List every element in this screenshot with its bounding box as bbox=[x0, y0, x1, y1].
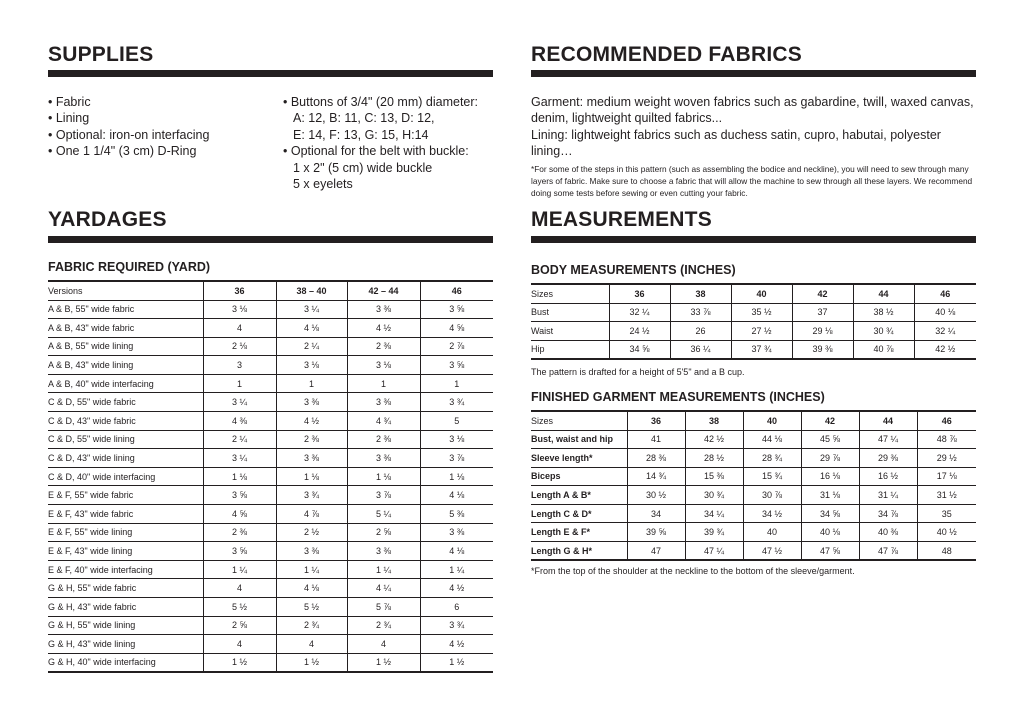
value-cell: 5 ½ bbox=[276, 598, 347, 617]
value-cell: 1 ¼ bbox=[276, 560, 347, 579]
supplies-item-detail: 1 x 2" (5 cm) wide buckle bbox=[293, 160, 433, 175]
value-cell: 40 ⅞ bbox=[853, 340, 914, 359]
value-cell: 26 bbox=[670, 322, 731, 341]
row-label-cell: A & B, 40" wide interfacing bbox=[48, 374, 203, 393]
value-cell: 16 ½ bbox=[859, 467, 917, 486]
value-cell: 4 ⅞ bbox=[276, 505, 347, 524]
value-cell: 1 ½ bbox=[276, 653, 347, 672]
row-label-cell: Length G & H* bbox=[531, 542, 627, 561]
supplies-list-left bbox=[48, 94, 209, 160]
value-cell: 3 ¼ bbox=[276, 300, 347, 319]
table-row bbox=[48, 430, 493, 449]
table-row bbox=[48, 467, 493, 486]
value-cell: 4 ⅛ bbox=[276, 579, 347, 598]
row-label-cell: Hip bbox=[531, 340, 609, 359]
value-cell: 6 bbox=[420, 598, 493, 617]
value-cell: 1 ⅛ bbox=[203, 467, 276, 486]
row-label-cell: Sleeve length* bbox=[531, 449, 627, 468]
value-cell: 47 ¼ bbox=[685, 542, 743, 561]
value-cell: 1 ¼ bbox=[420, 560, 493, 579]
value-cell: 4 ⅝ bbox=[420, 319, 493, 338]
value-cell: 47 ⅝ bbox=[801, 542, 859, 561]
table-row bbox=[48, 374, 493, 393]
value-cell: 35 ½ bbox=[731, 303, 792, 322]
value-cell: 1 ¼ bbox=[203, 560, 276, 579]
value-cell: 3 ⅜ bbox=[347, 449, 420, 468]
value-cell: 2 ⅝ bbox=[347, 523, 420, 542]
table-row bbox=[531, 303, 976, 322]
value-cell: 4 ⅛ bbox=[420, 542, 493, 561]
value-cell: 40 ½ bbox=[917, 523, 976, 542]
value-cell: 3 ⅜ bbox=[420, 523, 493, 542]
row-label-cell: G & H, 43" wide fabric bbox=[48, 598, 203, 617]
value-cell: 5 bbox=[420, 412, 493, 431]
header-cell: 36 bbox=[203, 282, 276, 300]
supplies-list-right bbox=[283, 94, 478, 192]
value-cell: 34 bbox=[627, 504, 685, 523]
table-row bbox=[48, 505, 493, 524]
value-cell: 29 ⅜ bbox=[859, 449, 917, 468]
fabrics-note: *For some of the steps in this pattern (such as assembling the bodice and neckline), you will need to sew through many layers of fabric. Make sure to choose a fabric that will allow the machine to sew through all these layers. We recommend doing some tests before sewing or even cutting your fabric. bbox=[531, 164, 973, 199]
value-cell: 47 bbox=[627, 542, 685, 561]
table-row bbox=[48, 579, 493, 598]
fabric-required-subtitle: FABRIC REQUIRED (YARD) bbox=[48, 260, 211, 274]
value-cell: 3 ⅝ bbox=[420, 356, 493, 375]
table-row bbox=[531, 504, 976, 523]
header-cell: 46 bbox=[420, 282, 493, 300]
value-cell: 3 ¾ bbox=[420, 393, 493, 412]
value-cell: 3 ⅞ bbox=[420, 449, 493, 468]
value-cell: 3 bbox=[203, 356, 276, 375]
value-cell: 37 ¾ bbox=[731, 340, 792, 359]
header-cell: 36 bbox=[627, 412, 685, 430]
table-row bbox=[48, 616, 493, 635]
supplies-item bbox=[283, 143, 478, 192]
value-cell: 16 ⅛ bbox=[801, 467, 859, 486]
row-label-cell: Bust, waist and hip bbox=[531, 430, 627, 449]
value-cell: 1 ¼ bbox=[347, 560, 420, 579]
table-row bbox=[531, 467, 976, 486]
body-measurements-table bbox=[531, 285, 976, 360]
body-measurements-subtitle: BODY MEASUREMENTS (INCHES) bbox=[531, 263, 736, 277]
value-cell: 33 ⅞ bbox=[670, 303, 731, 322]
value-cell: 47 ½ bbox=[743, 542, 801, 561]
value-cell: 40 ⅛ bbox=[801, 523, 859, 542]
row-label-cell: G & H, 40" wide interfacing bbox=[48, 653, 203, 672]
row-label-cell: C & D, 43" wide lining bbox=[48, 449, 203, 468]
value-cell: 2 ⅛ bbox=[203, 337, 276, 356]
row-label-cell: A & B, 43" wide fabric bbox=[48, 319, 203, 338]
value-cell: 28 ⅜ bbox=[627, 449, 685, 468]
table-row bbox=[48, 542, 493, 561]
value-cell: 30 ¾ bbox=[853, 322, 914, 341]
value-cell: 4 bbox=[203, 635, 276, 654]
value-cell: 2 ½ bbox=[276, 523, 347, 542]
value-cell: 2 ⅜ bbox=[347, 430, 420, 449]
value-cell: 1 ½ bbox=[203, 653, 276, 672]
value-cell: 15 ¾ bbox=[743, 467, 801, 486]
value-cell: 5 ¼ bbox=[347, 505, 420, 524]
value-cell: 38 ½ bbox=[853, 303, 914, 322]
header-cell: 44 bbox=[853, 285, 914, 303]
value-cell: 34 ¼ bbox=[685, 504, 743, 523]
table-row bbox=[48, 560, 493, 579]
row-label-cell: A & B, 55" wide lining bbox=[48, 337, 203, 356]
value-cell: 3 ¼ bbox=[203, 449, 276, 468]
value-cell: 4 ⅛ bbox=[276, 319, 347, 338]
row-label-cell: G & H, 55" wide lining bbox=[48, 616, 203, 635]
table-row bbox=[48, 523, 493, 542]
row-label-cell: Length A & B* bbox=[531, 486, 627, 505]
value-cell: 4 ½ bbox=[276, 412, 347, 431]
value-cell: 5 ⅜ bbox=[420, 505, 493, 524]
value-cell: 4 ⅜ bbox=[203, 412, 276, 431]
value-cell: 48 bbox=[917, 542, 976, 561]
value-cell: 34 ⅝ bbox=[609, 340, 670, 359]
value-cell: 34 ⅝ bbox=[801, 504, 859, 523]
value-cell: 3 ⅝ bbox=[203, 486, 276, 505]
value-cell: 2 ¾ bbox=[347, 616, 420, 635]
lining-fabrics-text: Lining: lightweight fabrics such as duchess satin, cupro, habutai, polyester lining… bbox=[531, 128, 941, 159]
value-cell: 32 ¼ bbox=[914, 322, 976, 341]
fabrics-title: RECOMMENDED FABRICS bbox=[531, 43, 802, 66]
supplies-item bbox=[283, 94, 478, 143]
value-cell: 3 ⅜ bbox=[347, 393, 420, 412]
value-cell: 2 ⅝ bbox=[203, 616, 276, 635]
value-cell: 28 ¾ bbox=[743, 449, 801, 468]
value-cell: 4 bbox=[276, 635, 347, 654]
supplies-item-detail: 5 x eyelets bbox=[293, 177, 353, 192]
yardage-table bbox=[48, 282, 493, 673]
yardages-title: YARDAGES bbox=[48, 208, 167, 231]
value-cell: 24 ½ bbox=[609, 322, 670, 341]
header-cell: 38 – 40 bbox=[276, 282, 347, 300]
value-cell: 31 ⅛ bbox=[801, 486, 859, 505]
value-cell: 45 ⅝ bbox=[801, 430, 859, 449]
value-cell: 40 bbox=[743, 523, 801, 542]
value-cell: 28 ½ bbox=[685, 449, 743, 468]
row-label-cell: G & H, 55" wide fabric bbox=[48, 579, 203, 598]
value-cell: 29 ⅛ bbox=[792, 322, 853, 341]
value-cell: 42 ½ bbox=[685, 430, 743, 449]
value-cell: 3 ⅛ bbox=[347, 356, 420, 375]
row-label-cell: E & F, 40" wide interfacing bbox=[48, 560, 203, 579]
value-cell: 2 ⅜ bbox=[203, 523, 276, 542]
value-cell: 29 ½ bbox=[917, 449, 976, 468]
row-label-cell: E & F, 43" wide fabric bbox=[48, 505, 203, 524]
table-row bbox=[531, 449, 976, 468]
header-cell: 46 bbox=[917, 412, 976, 430]
value-cell: 4 ½ bbox=[420, 635, 493, 654]
row-label-cell: Length E & F* bbox=[531, 523, 627, 542]
table-header-row bbox=[531, 285, 976, 303]
value-cell: 32 ¼ bbox=[609, 303, 670, 322]
supplies-title: SUPPLIES bbox=[48, 43, 154, 66]
table-row bbox=[531, 322, 976, 341]
table-row bbox=[48, 486, 493, 505]
measurements-rule bbox=[531, 236, 976, 243]
value-cell: 3 ⅝ bbox=[420, 300, 493, 319]
header-cell: 40 bbox=[731, 285, 792, 303]
value-cell: 30 ½ bbox=[627, 486, 685, 505]
supplies-item: • One 1 1/4" (3 cm) D-Ring bbox=[48, 144, 197, 159]
finished-garment-note: *From the top of the shoulder at the neckline to the bottom of the sleeve/garment. bbox=[531, 566, 855, 576]
row-label-cell: A & B, 43" wide lining bbox=[48, 356, 203, 375]
value-cell: 2 ⅜ bbox=[276, 430, 347, 449]
header-cell: 38 bbox=[685, 412, 743, 430]
value-cell: 3 ⅝ bbox=[203, 542, 276, 561]
header-cell: 40 bbox=[743, 412, 801, 430]
row-label-cell: E & F, 55" wide lining bbox=[48, 523, 203, 542]
value-cell: 3 ⅜ bbox=[276, 393, 347, 412]
row-label-cell: E & F, 55" wide fabric bbox=[48, 486, 203, 505]
value-cell: 44 ⅛ bbox=[743, 430, 801, 449]
value-cell: 4 bbox=[347, 635, 420, 654]
value-cell: 3 ⅜ bbox=[347, 542, 420, 561]
table-row bbox=[531, 486, 976, 505]
value-cell: 36 ¼ bbox=[670, 340, 731, 359]
value-cell: 29 ⅞ bbox=[801, 449, 859, 468]
value-cell: 4 bbox=[203, 579, 276, 598]
body-measurements-note: The pattern is drafted for a height of 5'5" and a B cup. bbox=[531, 367, 745, 377]
value-cell: 2 ⅜ bbox=[347, 337, 420, 356]
row-label-cell: C & D, 55" wide lining bbox=[48, 430, 203, 449]
value-cell: 3 ⅜ bbox=[347, 300, 420, 319]
value-cell: 3 ⅛ bbox=[203, 300, 276, 319]
value-cell: 1 ⅛ bbox=[276, 467, 347, 486]
value-cell: 1 bbox=[347, 374, 420, 393]
header-cell: Sizes bbox=[531, 412, 627, 430]
value-cell: 4 ⅛ bbox=[420, 486, 493, 505]
value-cell: 3 ¼ bbox=[203, 393, 276, 412]
table-row bbox=[48, 635, 493, 654]
header-cell: 42 bbox=[792, 285, 853, 303]
value-cell: 47 ¼ bbox=[859, 430, 917, 449]
table-header-row bbox=[531, 412, 976, 430]
value-cell: 34 ½ bbox=[743, 504, 801, 523]
value-cell: 39 ⅝ bbox=[627, 523, 685, 542]
fabrics-rule bbox=[531, 70, 976, 77]
value-cell: 40 ⅜ bbox=[859, 523, 917, 542]
value-cell: 35 bbox=[917, 504, 976, 523]
header-cell: 38 bbox=[670, 285, 731, 303]
header-cell: 44 bbox=[859, 412, 917, 430]
value-cell: 2 ¾ bbox=[276, 616, 347, 635]
value-cell: 42 ½ bbox=[914, 340, 976, 359]
row-label-cell: C & D, 43" wide fabric bbox=[48, 412, 203, 431]
supplies-rule bbox=[48, 70, 493, 77]
table-row bbox=[531, 340, 976, 359]
table-row bbox=[48, 412, 493, 431]
row-label-cell: C & D, 55" wide fabric bbox=[48, 393, 203, 412]
value-cell: 39 ⅜ bbox=[792, 340, 853, 359]
value-cell: 17 ⅛ bbox=[917, 467, 976, 486]
row-label-cell: Length C & D* bbox=[531, 504, 627, 523]
value-cell: 1 ⅛ bbox=[420, 467, 493, 486]
value-cell: 3 ⅜ bbox=[276, 542, 347, 561]
value-cell: 5 ⅞ bbox=[347, 598, 420, 617]
value-cell: 1 ½ bbox=[347, 653, 420, 672]
value-cell: 14 ¾ bbox=[627, 467, 685, 486]
value-cell: 3 ¾ bbox=[420, 616, 493, 635]
value-cell: 3 ⅛ bbox=[276, 356, 347, 375]
supplies-item: • Fabric bbox=[48, 95, 91, 109]
table-header-row bbox=[48, 282, 493, 300]
value-cell: 37 bbox=[792, 303, 853, 322]
finished-garment-table bbox=[531, 412, 976, 561]
table-row bbox=[48, 300, 493, 319]
value-cell: 4 ¾ bbox=[347, 412, 420, 431]
header-cell: 42 – 44 bbox=[347, 282, 420, 300]
value-cell: 30 ¾ bbox=[685, 486, 743, 505]
value-cell: 2 ¼ bbox=[203, 430, 276, 449]
value-cell: 15 ⅜ bbox=[685, 467, 743, 486]
row-label-cell: E & F, 43" wide lining bbox=[48, 542, 203, 561]
table-row bbox=[48, 319, 493, 338]
value-cell: 1 bbox=[203, 374, 276, 393]
value-cell: 39 ¾ bbox=[685, 523, 743, 542]
value-cell: 2 ⅞ bbox=[420, 337, 493, 356]
header-cell: 36 bbox=[609, 285, 670, 303]
row-label-cell: Biceps bbox=[531, 467, 627, 486]
value-cell: 3 ⅜ bbox=[276, 449, 347, 468]
supplies-item-detail: A: 12, B: 11, C: 13, D: 12, bbox=[293, 111, 435, 126]
value-cell: 47 ⅞ bbox=[859, 542, 917, 561]
finished-garment-subtitle: FINISHED GARMENT MEASUREMENTS (INCHES) bbox=[531, 390, 825, 404]
table-row bbox=[531, 523, 976, 542]
supplies-item-label: • Optional for the belt with buckle: bbox=[283, 144, 469, 159]
table-row bbox=[48, 653, 493, 672]
row-label-cell: C & D, 40" wide interfacing bbox=[48, 467, 203, 486]
value-cell: 1 ⅛ bbox=[347, 467, 420, 486]
table-row bbox=[48, 449, 493, 468]
garment-fabrics-text: Garment: medium weight woven fabrics such as gabardine, twill, waxed canvas, denim, lightweight quilted fabrics... bbox=[531, 95, 974, 126]
header-cell: Versions bbox=[48, 282, 203, 300]
value-cell: 1 bbox=[420, 374, 493, 393]
value-cell: 1 bbox=[276, 374, 347, 393]
yardages-rule bbox=[48, 236, 493, 243]
row-label-cell: Waist bbox=[531, 322, 609, 341]
value-cell: 41 bbox=[627, 430, 685, 449]
value-cell: 4 ½ bbox=[347, 319, 420, 338]
supplies-item-label: • Buttons of 3/4" (20 mm) diameter: bbox=[283, 95, 479, 109]
value-cell: 4 ½ bbox=[420, 579, 493, 598]
value-cell: 3 ⅛ bbox=[420, 430, 493, 449]
row-label-cell: Bust bbox=[531, 303, 609, 322]
value-cell: 34 ⅞ bbox=[859, 504, 917, 523]
row-label-cell: G & H, 43" wide lining bbox=[48, 635, 203, 654]
value-cell: 4 ¼ bbox=[347, 579, 420, 598]
row-label-cell: A & B, 55" wide fabric bbox=[48, 300, 203, 319]
supplies-item-detail: E: 14, F: 13, G: 15, H:14 bbox=[293, 127, 429, 142]
value-cell: 48 ⅞ bbox=[917, 430, 976, 449]
value-cell: 4 ⅝ bbox=[203, 505, 276, 524]
value-cell: 31 ½ bbox=[917, 486, 976, 505]
value-cell: 40 ⅛ bbox=[914, 303, 976, 322]
supplies-item: • Lining bbox=[48, 111, 90, 126]
header-cell: Sizes bbox=[531, 285, 609, 303]
value-cell: 27 ½ bbox=[731, 322, 792, 341]
value-cell: 3 ¾ bbox=[276, 486, 347, 505]
table-row bbox=[531, 542, 976, 561]
value-cell: 30 ⅞ bbox=[743, 486, 801, 505]
value-cell: 4 bbox=[203, 319, 276, 338]
table-row bbox=[48, 337, 493, 356]
table-row bbox=[48, 356, 493, 375]
value-cell: 5 ½ bbox=[203, 598, 276, 617]
value-cell: 31 ¼ bbox=[859, 486, 917, 505]
value-cell: 2 ¼ bbox=[276, 337, 347, 356]
table-row bbox=[48, 598, 493, 617]
table-row bbox=[48, 393, 493, 412]
supplies-item: • Optional: iron-on interfacing bbox=[48, 127, 210, 142]
measurements-title: MEASUREMENTS bbox=[531, 208, 712, 231]
value-cell: 3 ⅞ bbox=[347, 486, 420, 505]
table-row bbox=[531, 430, 976, 449]
header-cell: 42 bbox=[801, 412, 859, 430]
header-cell: 46 bbox=[914, 285, 976, 303]
value-cell: 1 ½ bbox=[420, 653, 493, 672]
